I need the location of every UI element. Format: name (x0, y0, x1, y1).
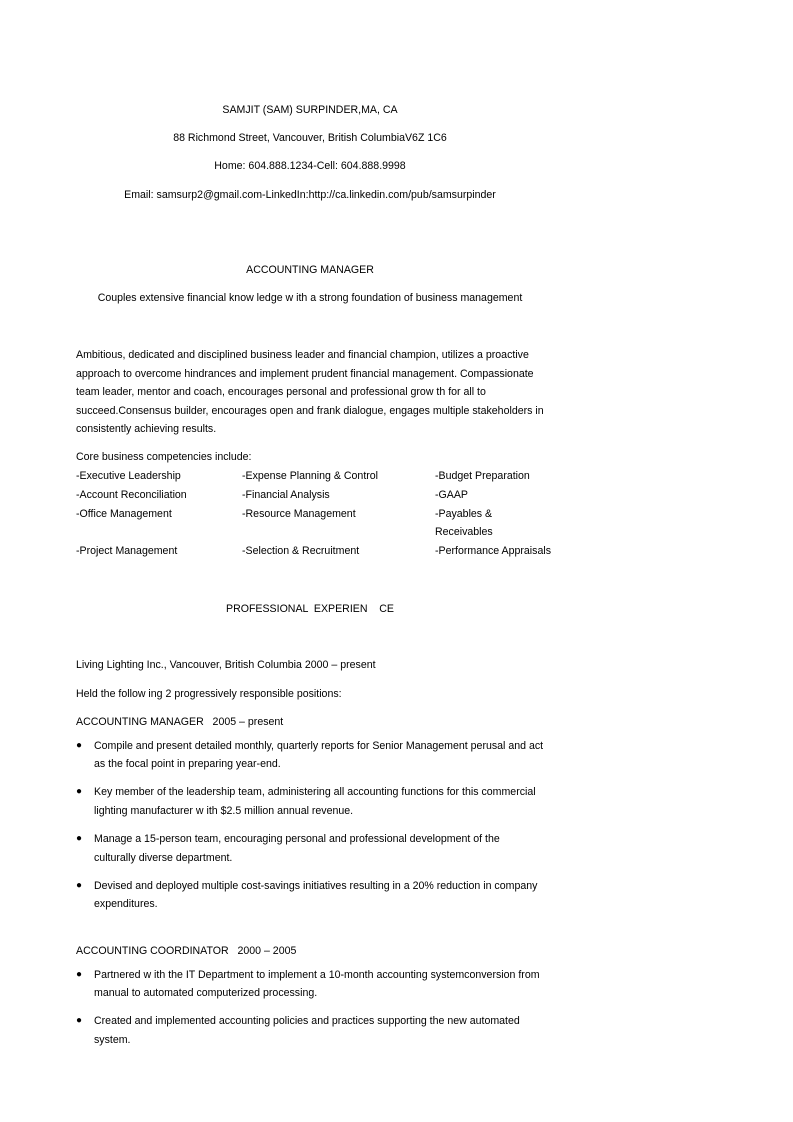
experience-heading: PROFESSIONAL EXPERIEN CE (226, 603, 394, 615)
email-linkedin-line: Email: samsurp2@gmail.com-LinkedIn:http://ca.linkedin.com/pub/samsurpinder (124, 189, 496, 201)
competency-item: -Expense Planning & Control (242, 470, 379, 482)
competency-item: -Resource Management (242, 508, 356, 520)
competency-item: Receivables (435, 526, 493, 538)
bullet-text: Compile and present detailed monthly, quarterly reports for Senior Management perusal and act (94, 740, 544, 752)
role-title: ACCOUNTING MANAGER 2005 – present (76, 716, 284, 728)
candidate-name: SAMJIT (SAM) SURPINDER,MA, CA (222, 104, 398, 116)
company-line: Living Lighting Inc., Vancouver, British Columbia 2000 – present (76, 659, 376, 671)
bullet-text: system. (94, 1034, 131, 1046)
bullet-icon: ● (76, 786, 83, 797)
competency-item: -GAAP (435, 489, 468, 501)
bullet-text: as the focal point in preparing year-end. (94, 758, 281, 770)
competencies-heading: Core business competencies include: (76, 451, 252, 463)
competency-item: -Executive Leadership (76, 470, 181, 482)
role-title: ACCOUNTING COORDINATOR 2000 – 2005 (76, 945, 297, 957)
competency-item: -Selection & Recruitment (242, 545, 360, 557)
bullet-icon: ● (76, 833, 83, 844)
bullet-text: Devised and deployed multiple cost-savings initiatives resulting in a 20% reduction in company (94, 880, 538, 892)
bullet-icon: ● (76, 1015, 83, 1026)
bullet-text: Created and implemented accounting policies and practices supporting the new automated (94, 1015, 520, 1027)
summary-line: consistently achieving results. (76, 423, 217, 435)
tagline: Couples extensive financial know ledge w ith a strong foundation of business management (97, 292, 523, 304)
bullet-text: Manage a 15-person team, encouraging personal and professional development of the (94, 833, 500, 845)
competency-item: -Budget Preparation (435, 470, 530, 482)
competency-item: -Project Management (76, 545, 178, 557)
competency-item: -Office Management (76, 508, 172, 520)
positions-intro: Held the follow ing 2 progressively responsible positions: (76, 688, 342, 700)
summary-line: succeed.Consensus builder, encourages open and frank dialogue, engages multiple stakeholders in (76, 405, 544, 417)
bullet-text: Partnered w ith the IT Department to implement a 10-month accounting systemconversion from (94, 969, 540, 981)
bullet-text: lighting manufacturer w ith $2.5 million annual revenue. (94, 805, 354, 817)
summary-line: approach to overcome hindrances and implement prudent financial management. Compassionate (76, 368, 534, 380)
phone-line: Home: 604.888.1234-Cell: 604.888.9998 (214, 160, 406, 172)
position-title: ACCOUNTING MANAGER (246, 264, 374, 276)
bullet-icon: ● (76, 880, 83, 891)
competency-item: -Performance Appraisals (435, 545, 551, 557)
bullet-text: manual to automated computerized processing. (94, 987, 318, 999)
summary-line: team leader, mentor and coach, encourages personal and professional grow th for all to (76, 386, 486, 398)
competency-item: -Payables & (435, 508, 493, 520)
bullet-text: Key member of the leadership team, administering all accounting functions for this commercial (94, 786, 536, 798)
bullet-text: expenditures. (94, 898, 158, 910)
address-line: 88 Richmond Street, Vancouver, British ColumbiaV6Z 1C6 (173, 132, 447, 144)
competency-item: -Financial Analysis (242, 489, 330, 501)
competency-item: -Account Reconciliation (76, 489, 187, 501)
bullet-text: culturally diverse department. (94, 852, 233, 864)
summary-line: Ambitious, dedicated and disciplined business leader and financial champion, utilizes a proactive (76, 349, 529, 361)
bullet-icon: ● (76, 740, 83, 751)
bullet-icon: ● (76, 969, 83, 980)
